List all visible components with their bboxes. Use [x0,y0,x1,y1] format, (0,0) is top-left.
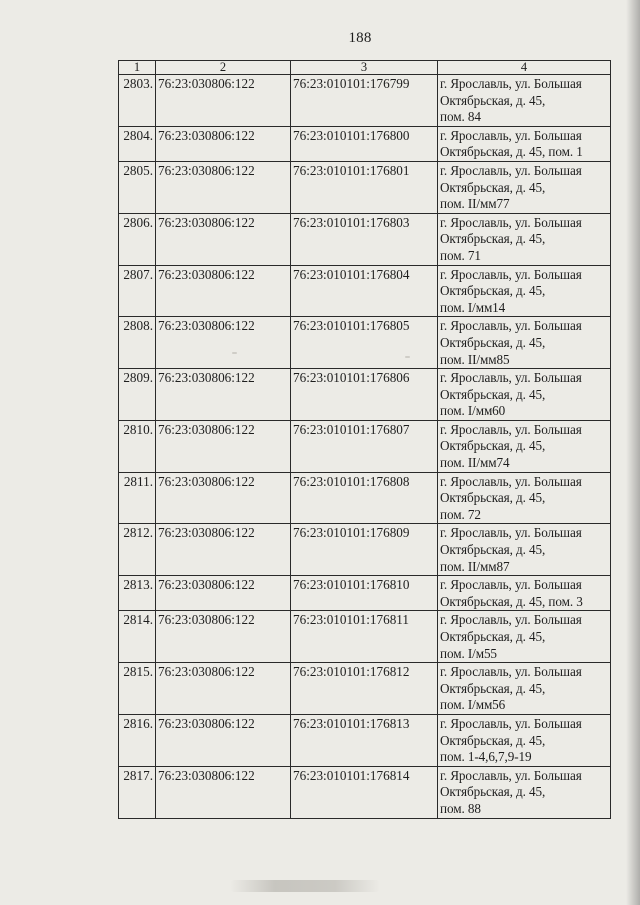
row-number-cell: 2809. [119,369,156,421]
address-line: пом. 84 [440,109,481,125]
address-line: г. Ярославль, ул. Большая [440,525,582,541]
address-line: Октябрьская, д. 45, [440,231,546,247]
table-row [119,126,611,161]
row-number-cell: 2817. [119,766,156,818]
object-cadastral-number-cell: 76:23:010101:176810 [291,576,438,611]
address-line: пом. I/мм60 [440,403,506,419]
object-cadastral-number-cell: 76:23:010101:176808 [291,472,438,524]
address-line: г. Ярославль, ул. Большая [440,612,582,628]
address-line: г. Ярославль, ул. Большая [440,421,582,437]
address-line: пом. I/м55 [440,645,497,661]
address-line: Октябрьская, д. 45, [440,334,546,350]
address-line: пом. 72 [440,506,481,522]
row-number-cell: 2808. [119,317,156,369]
address-cell [438,611,611,663]
table-row [119,714,611,766]
address-cell [438,472,611,524]
land-cadastral-number-cell: 76:23:030806:122 [156,663,291,715]
land-cadastral-number-cell: 76:23:030806:122 [156,369,291,421]
address-line: Октябрьская, д. 45, [440,629,546,644]
address-line: г. Ярославль, ул. Большая [440,127,582,143]
address-line: Октябрьская, д. 45, пом. 1 [440,144,583,160]
faded-footer-mark [230,880,380,892]
table-row [119,663,611,715]
land-cadastral-number-cell: 76:23:030806:122 [156,265,291,317]
address-cell [438,161,611,213]
object-cadastral-number-cell: 76:23:010101:176800 [291,126,438,161]
address-line: Октябрьская, д. 45, пом. 3 [440,593,583,609]
row-number-cell: 2811. [119,472,156,524]
header-col-1: 1 [119,61,156,75]
address-line: Октябрьская, д. 45, [440,283,546,299]
scan-speck [232,352,237,354]
address-line: Октябрьская, д. 45, [440,438,546,454]
object-cadastral-number-cell: 76:23:010101:176801 [291,161,438,213]
address-line: г. Ярославль, ул. Большая [440,715,582,731]
land-cadastral-number-cell: 76:23:030806:122 [156,420,291,472]
address-cell [438,75,611,127]
table-row [119,265,611,317]
address-line: Октябрьская, д. 45, [440,386,546,402]
table-body [119,75,611,819]
address-line: Октябрьская, д. 45, [440,784,546,800]
table-row [119,420,611,472]
row-number-cell: 2814. [119,611,156,663]
header-col-3: 3 [291,61,438,75]
land-cadastral-number-cell: 76:23:030806:122 [156,576,291,611]
address-line: Октябрьская, д. 45, [440,680,546,696]
row-number-cell: 2816. [119,714,156,766]
address-line: пом. 1-4,6,7,9-19 [440,749,532,765]
row-number-cell: 2807. [119,265,156,317]
address-line: пом. II/мм85 [440,351,510,367]
address-line: г. Ярославль, ул. Большая [440,76,582,91]
row-number-cell: 2815. [119,663,156,715]
land-cadastral-number-cell: 76:23:030806:122 [156,161,291,213]
address-line: г. Ярославль, ул. Большая [440,214,582,230]
land-cadastral-number-cell: 76:23:030806:122 [156,213,291,265]
object-cadastral-number-cell: 76:23:010101:176812 [291,663,438,715]
object-cadastral-number-cell: 76:23:010101:176803 [291,213,438,265]
address-cell [438,524,611,576]
land-cadastral-number-cell: 76:23:030806:122 [156,766,291,818]
address-cell [438,213,611,265]
row-number-cell: 2812. [119,524,156,576]
land-cadastral-number-cell: 76:23:030806:122 [156,317,291,369]
object-cadastral-number-cell: 76:23:010101:176809 [291,524,438,576]
address-line: Октябрьская, д. 45, [440,732,546,748]
table-header [119,61,611,75]
object-cadastral-number-cell: 76:23:010101:176804 [291,265,438,317]
table-row [119,576,611,611]
address-line: пом. II/мм77 [440,196,510,212]
land-cadastral-number-cell: 76:23:030806:122 [156,611,291,663]
address-line: пом. II/мм87 [440,558,510,574]
land-cadastral-number-cell: 76:23:030806:122 [156,472,291,524]
row-number-cell: 2804. [119,126,156,161]
table-row [119,611,611,663]
address-cell [438,126,611,161]
row-number-cell: 2813. [119,576,156,611]
land-cadastral-number-cell: 76:23:030806:122 [156,75,291,127]
address-line: Октябрьская, д. 45, [440,92,546,108]
land-cadastral-number-cell: 76:23:030806:122 [156,524,291,576]
address-line: пом. II/мм74 [440,455,510,471]
land-cadastral-number-cell: 76:23:030806:122 [156,714,291,766]
page-number: 188 [348,30,372,46]
table-row [119,524,611,576]
row-number-cell: 2810. [119,420,156,472]
object-cadastral-number-cell: 76:23:010101:176814 [291,766,438,818]
object-cadastral-number-cell: 76:23:010101:176811 [291,611,438,663]
header-row [119,61,611,75]
header-col-4: 4 [438,61,611,75]
address-cell [438,663,611,715]
address-line: Октябрьская, д. 45, [440,179,546,195]
row-number-cell: 2806. [119,213,156,265]
table-row [119,213,611,265]
address-line: Октябрьская, д. 45, [440,542,546,558]
address-cell [438,576,611,611]
address-line: пом. I/мм14 [440,299,506,315]
address-cell [438,420,611,472]
object-cadastral-number-cell: 76:23:010101:176799 [291,75,438,127]
address-line: г. Ярославль, ул. Большая [440,767,582,783]
address-line: г. Ярославль, ул. Большая [440,577,582,593]
address-cell [438,766,611,818]
address-line: Октябрьская, д. 45, [440,490,546,506]
address-line: г. Ярославль, ул. Большая [440,473,582,489]
row-number-cell: 2803. [119,75,156,127]
object-cadastral-number-cell: 76:23:010101:176813 [291,714,438,766]
address-line: пом. I/мм56 [440,697,506,713]
registry-table [118,60,611,819]
row-number-cell: 2805. [119,161,156,213]
table-row [119,369,611,421]
address-line: пом. 71 [440,247,481,263]
table-row [119,766,611,818]
address-cell [438,265,611,317]
header-col-2: 2 [156,61,291,75]
address-cell [438,369,611,421]
object-cadastral-number-cell: 76:23:010101:176807 [291,420,438,472]
address-line: г. Ярославль, ул. Большая [440,266,582,282]
page-edge-shadow [626,0,640,905]
address-line: г. Ярославль, ул. Большая [440,318,582,334]
address-cell [438,714,611,766]
address-line: г. Ярославль, ул. Большая [440,162,582,178]
object-cadastral-number-cell: 76:23:010101:176805 [291,317,438,369]
address-line: г. Ярославль, ул. Большая [440,664,582,680]
table-row [119,472,611,524]
table-row [119,75,611,127]
scan-speck [405,356,410,358]
address-line: пом. 88 [440,800,481,816]
address-cell [438,317,611,369]
object-cadastral-number-cell: 76:23:010101:176806 [291,369,438,421]
land-cadastral-number-cell: 76:23:030806:122 [156,126,291,161]
address-line: г. Ярославль, ул. Большая [440,370,582,386]
table-row [119,317,611,369]
table-row [119,161,611,213]
